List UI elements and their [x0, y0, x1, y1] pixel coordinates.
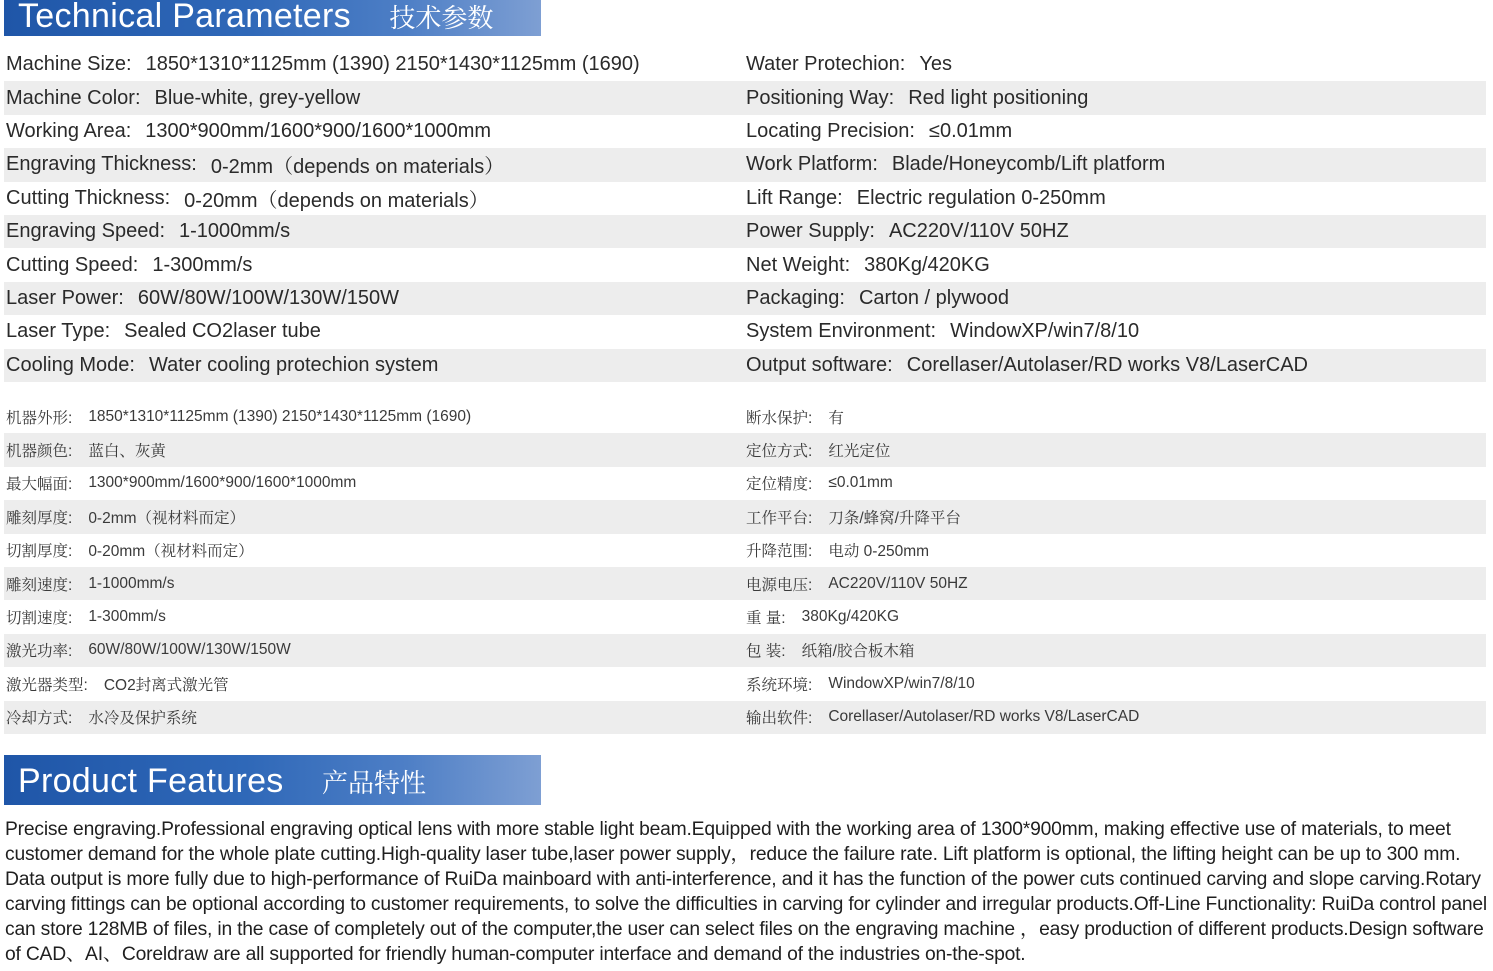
- spec-label: Cutting Thickness:: [6, 186, 171, 209]
- spec-label: 切割厚度:: [6, 543, 73, 561]
- spec-row: [4, 600, 1486, 633]
- spec-value: Blue-white, grey-yellow: [154, 86, 361, 109]
- spec-cell-left: [4, 539, 744, 561]
- spec-cell-left: [4, 354, 744, 377]
- spec-value: 刀条/蜂窝/升降平台: [828, 509, 961, 527]
- spec-value: 0-2mm（视材料而定）: [88, 509, 246, 527]
- spec-value: 1850*1310*1125mm (1390) 2150*1430*1125mm (1690): [88, 407, 472, 425]
- features-description: Precise engraving.Professional engraving optical lens with more stable light beam.Equipped with the working area of 1300*900mm, making effective use of materials, to meet customer demand for the whole plate cutting.High-quality laser tube,laser power supply，reduce the failure rate. Lift platform is optional, the lifting height can be up to 300 mm. Data output is more fully due to high-performance of RuiDa mainboard with anti-interference, and it has the function of the power cuts continued carving and slope carving.Rotary carving fittings can be optional according to customer requirements, to solve the difficulties in carving for cylinder and irregular products.Off-Line Functionality: RuiDa control panel can store 128MB of files, in the case of completely out of the computer,the user can select files on the engraving machine ，easy production of different products.Design software of CAD、AI、Coreldraw are all supported for friendly human-computer interface and demand of the industries on-the-spot.: [5, 819, 1487, 965]
- spec-cell-left: [4, 673, 744, 695]
- spec-value: 0-2mm（depends on materials）: [210, 156, 505, 179]
- spec-value: 1300*900mm/1600*900/1600*1000mm: [145, 119, 492, 142]
- spec-value: ≤0.01mm: [828, 474, 893, 492]
- spec-value: Corellaser/Autolaser/RD works V8/LaserCAD: [906, 353, 1308, 376]
- spec-value: 电动 0-250mm: [828, 543, 930, 561]
- spec-cell-right: [744, 406, 1486, 428]
- spec-value: 60W/80W/100W/130W/150W: [137, 286, 400, 309]
- spec-label: Locating Precision:: [746, 119, 915, 142]
- spec-value: 1300*900mm/1600*900/1600*1000mm: [88, 474, 357, 492]
- spec-label: 升降范围:: [746, 543, 813, 561]
- spec-value: 0-20mm（depends on materials）: [184, 189, 489, 212]
- spec-label: Output software:: [746, 353, 893, 376]
- spec-label: 包 装:: [746, 643, 786, 661]
- technical-title-en: Technical Parameters: [18, 0, 351, 35]
- spec-label: 重 量:: [746, 610, 786, 628]
- spec-value: 有: [828, 409, 844, 427]
- spec-value: CO2封离式激光管: [103, 676, 229, 694]
- spec-cell-right: [744, 573, 1486, 595]
- spec-cell-right: [744, 472, 1486, 494]
- spec-value: 1-1000mm/s: [179, 220, 291, 243]
- spec-cell-right: [744, 153, 1486, 176]
- spec-value: 0-20mm（视材料而定）: [88, 543, 254, 561]
- spec-label: 机器外形:: [6, 409, 73, 427]
- spec-cell-right: [744, 639, 1486, 661]
- spec-label: Cooling Mode:: [6, 353, 135, 376]
- spec-value: Red light positioning: [908, 86, 1089, 109]
- spec-row: [4, 349, 1486, 382]
- spec-cell-right: [744, 354, 1486, 377]
- spec-cell-left: [4, 220, 744, 243]
- spec-cell-right: [744, 287, 1486, 310]
- spec-value: 红光定位: [828, 443, 891, 461]
- spec-label: Net Weight:: [746, 253, 851, 276]
- spec-row: [4, 282, 1486, 315]
- spec-cell-left: [4, 254, 744, 277]
- spec-cell-left: [4, 87, 744, 110]
- spec-cell-left: [4, 150, 744, 179]
- spec-row: [4, 534, 1486, 567]
- spec-value: Sealed CO2laser tube: [124, 320, 321, 343]
- spec-cell-left: [4, 53, 744, 76]
- spec-cell-right: [744, 120, 1486, 143]
- spec-row: [4, 567, 1486, 600]
- product-features-banner: [4, 755, 541, 805]
- spec-value: AC220V/110V 50HZ: [828, 574, 968, 592]
- spec-cell-right: [744, 53, 1486, 76]
- spec-cell-right: [744, 254, 1486, 277]
- spec-value: Blade/Honeycomb/Lift platform: [891, 153, 1166, 176]
- spec-row: [4, 701, 1486, 734]
- spec-cell-left: [4, 320, 744, 343]
- spec-label: 雕刻速度:: [6, 576, 73, 594]
- spec-row: [4, 433, 1486, 466]
- spec-label: 电源电压:: [746, 576, 813, 594]
- spec-cell-right: [744, 220, 1486, 243]
- spec-value: 纸箱/胶合板木箱: [801, 643, 915, 661]
- spec-label: Engraving Thickness:: [6, 153, 197, 176]
- spec-row: [4, 148, 1486, 181]
- spec-label: 定位方式:: [746, 443, 813, 461]
- spec-value: 1-1000mm/s: [88, 574, 175, 592]
- spec-label: Packaging:: [746, 286, 845, 309]
- spec-label: 断水保护:: [746, 409, 813, 427]
- spec-value: Yes: [919, 53, 952, 76]
- spec-cell-left: [4, 639, 744, 661]
- spec-cell-right: [744, 706, 1486, 728]
- spec-value: 60W/80W/100W/130W/150W: [88, 641, 291, 659]
- spec-label: 切割速度:: [6, 610, 73, 628]
- spec-value: WindowXP/win7/8/10: [828, 674, 975, 692]
- spec-cell-right: [744, 539, 1486, 561]
- spec-value: 水冷及保护系统: [88, 710, 197, 728]
- spec-label: Machine Color:: [6, 86, 141, 109]
- spec-row: [4, 467, 1486, 500]
- spec-cell-left: [4, 184, 744, 213]
- spec-label: 雕刻厚度:: [6, 509, 73, 527]
- spec-cell-left: [4, 406, 744, 428]
- spec-label: System Environment:: [746, 320, 937, 343]
- spec-cell-right: [744, 606, 1486, 628]
- spec-label: 冷却方式:: [6, 710, 73, 728]
- spec-label: 最大幅面:: [6, 476, 73, 494]
- spec-value: 1-300mm/s: [152, 253, 253, 276]
- spec-cell-left: [4, 120, 744, 143]
- spec-value: 380Kg/420KG: [864, 253, 990, 276]
- spec-value: ≤0.01mm: [928, 119, 1013, 142]
- features-title-en: Product Features: [18, 762, 284, 800]
- technical-title-zh: 技术参数: [389, 4, 494, 34]
- spec-row: [4, 400, 1486, 433]
- spec-cell-right: [744, 439, 1486, 461]
- spec-value: 380Kg/420KG: [801, 608, 900, 626]
- features-title-zh: 产品特性: [322, 769, 427, 799]
- spec-value: Water cooling protechion system: [148, 353, 439, 376]
- spec-value: Carton / plywood: [858, 286, 1010, 309]
- spec-row: [4, 248, 1486, 281]
- spec-label: 系统环境:: [746, 676, 813, 694]
- spec-cell-right: [744, 87, 1486, 110]
- spec-row: [4, 81, 1486, 114]
- spec-cell-left: [4, 287, 744, 310]
- spec-row: [4, 215, 1486, 248]
- spec-label: 激光功率:: [6, 643, 73, 661]
- specs-table-english: [4, 48, 1486, 382]
- spec-label: Laser Type:: [6, 320, 111, 343]
- spec-value: WindowXP/win7/8/10: [950, 320, 1140, 343]
- spec-label: Engraving Speed:: [6, 220, 166, 243]
- spec-label: Positioning Way:: [746, 86, 895, 109]
- spec-value: Corellaser/Autolaser/RD works V8/LaserCAD: [828, 708, 1140, 726]
- spec-cell-right: [744, 187, 1486, 210]
- spec-label: Laser Power:: [6, 286, 124, 309]
- spec-row: [4, 634, 1486, 667]
- spec-label: Water Protechion:: [746, 53, 906, 76]
- spec-value: Electric regulation 0-250mm: [856, 186, 1106, 209]
- spec-label: Lift Range:: [746, 186, 843, 209]
- spec-cell-left: [4, 606, 744, 628]
- spec-label: Cutting Speed:: [6, 253, 139, 276]
- spec-value: 1850*1310*1125mm (1390) 2150*1430*1125mm (1690): [145, 53, 640, 76]
- spec-label: Working Area:: [6, 119, 132, 142]
- spec-row: [4, 115, 1486, 148]
- spec-label: 激光器类型:: [6, 676, 88, 694]
- spec-row: [4, 182, 1486, 215]
- spec-cell-right: [744, 673, 1486, 695]
- spec-label: Machine Size:: [6, 53, 132, 76]
- technical-parameters-banner: [4, 0, 541, 36]
- spec-row: [4, 500, 1486, 533]
- spec-label: 工作平台:: [746, 509, 813, 527]
- specs-table-chinese: [4, 400, 1486, 734]
- spec-row: [4, 315, 1486, 348]
- spec-row: [4, 48, 1486, 81]
- spec-cell-left: [4, 706, 744, 728]
- spec-cell-left: [4, 506, 744, 528]
- spec-label: 机器颜色:: [6, 443, 73, 461]
- spec-cell-left: [4, 439, 744, 461]
- spec-label: Power Supply:: [746, 220, 875, 243]
- spec-value: 蓝白、灰黄: [88, 443, 166, 461]
- spec-row: [4, 667, 1486, 700]
- spec-label: 定位精度:: [746, 476, 813, 494]
- spec-cell-left: [4, 573, 744, 595]
- spec-value: 1-300mm/s: [88, 608, 166, 626]
- spec-label: 输出软件:: [746, 710, 813, 728]
- spec-cell-right: [744, 320, 1486, 343]
- spec-cell-right: [744, 506, 1486, 528]
- spec-value: AC220V/110V 50HZ: [888, 220, 1069, 243]
- spec-label: Work Platform:: [746, 153, 878, 176]
- spec-cell-left: [4, 472, 744, 494]
